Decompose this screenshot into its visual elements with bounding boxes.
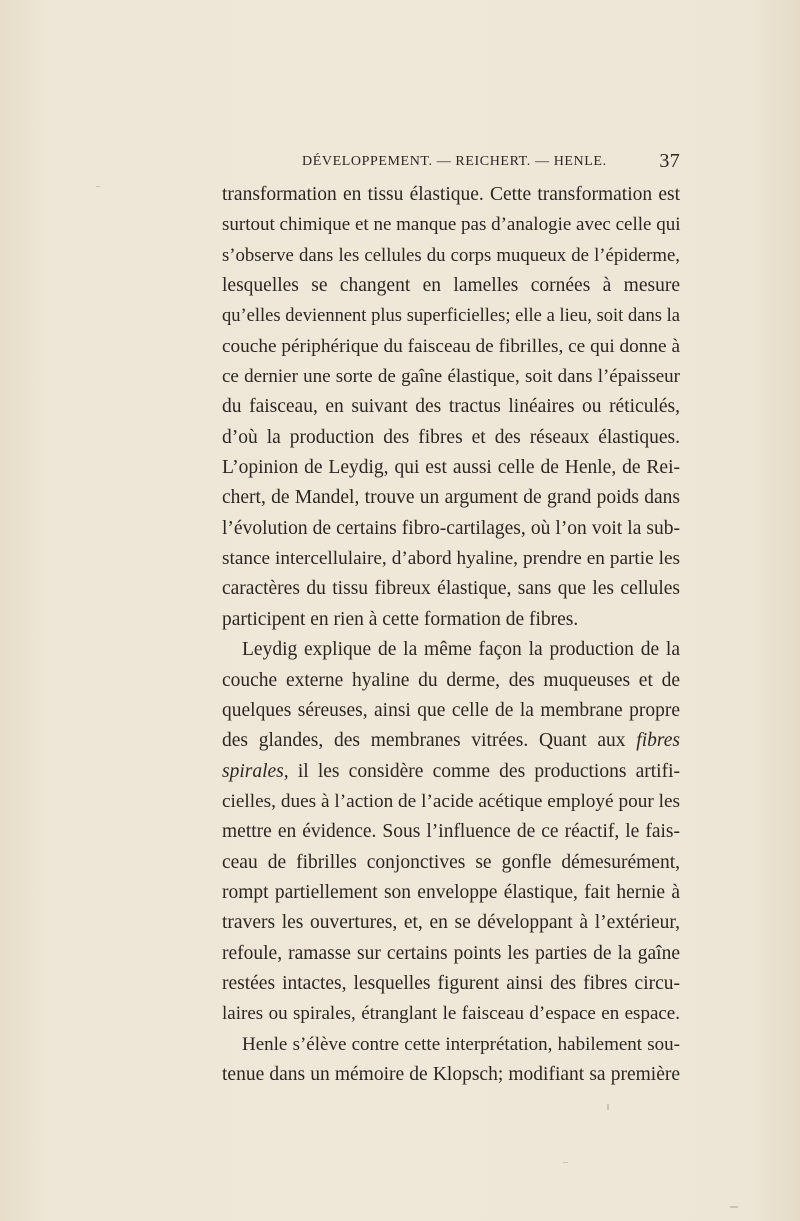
text-line: quelques séreuses, ainsi que celle de la membrane propre [222, 699, 680, 721]
text-line: couche périphérique du faisceau de fibrilles, ce qui donne à [222, 335, 680, 357]
text-line: mettre en évidence. Sous l’influence de ce réactif, le fais- [222, 821, 680, 843]
text-line: restées intactes, lesquelles figurent ainsi des fibres circu- [222, 972, 680, 994]
text-line: stance intercellulaire, d’abord hyaline, prendre en partie les [222, 548, 680, 570]
text-line: laires ou spirales, étranglant le faisceau d’espace en espace. [222, 1003, 680, 1025]
running-header [222, 150, 680, 176]
text-line: L’opinion de Leydig, qui est aussi celle de Henle, de Rei- [222, 457, 680, 479]
italic-term: spirales [222, 760, 284, 782]
text-line [222, 757, 680, 787]
page-number: 37 [659, 150, 680, 172]
text-line: Leydig explique de la même façon la production de la [242, 639, 680, 661]
text-line: ce dernier une sorte de gaîne élastique, soit dans l’épaisseur [222, 366, 680, 388]
text-line: chert, de Mandel, trouve un argument de grand poids dans [222, 487, 680, 509]
text-line: qu’elles deviennent plus superficielles; elle a lieu, soit dans la [222, 306, 680, 327]
text-segment: , il les considère comme des productions artifi- [283, 760, 680, 782]
paper-speck [96, 186, 100, 187]
paper-speck [730, 1206, 738, 1208]
text-line: caractères du tissu fibreux élastique, sans que les cellules [222, 578, 680, 600]
text-line: s’observe dans les cellules du corps muqueux de l’épiderme, [222, 244, 680, 266]
text-line: lesquelles se changent en lamelles cornées à mesure [222, 275, 680, 297]
text-line: cielles, dues à l’action de l’acide acétique employé pour les [222, 790, 680, 812]
text-line: d’où la production des fibres et des réseaux élastiques. [222, 426, 680, 448]
text-segment: des glandes, des membranes vitrées. Quant aux [222, 730, 626, 752]
text-line: tenue dans un mémoire de Klopsch; modifiant sa première [222, 1063, 680, 1085]
text-line: surtout chimique et ne manque pas d’analogie avec celle qui [222, 214, 681, 236]
paper-speck [607, 1104, 609, 1110]
text-line: Henle s’élève contre cette interprétation, habilement sou- [242, 1033, 680, 1055]
text-line [222, 726, 680, 756]
text-line: couche externe hyaline du derme, des muqueuses et de [222, 669, 680, 691]
text-line: rompt partiellement son enveloppe élastique, fait hernie à [222, 881, 680, 903]
italic-term: fibres [636, 730, 680, 752]
paper-speck [563, 1162, 568, 1163]
text-line: travers les ouvertures, et, en se développant à l’extérieur, [222, 912, 680, 934]
text-line: refoule, ramasse sur certains points les parties de la gaîne [222, 942, 680, 964]
text-line: participent en rien à cette formation de fibres. [222, 608, 579, 630]
text-line: ceau de fibrilles conjonctives se gonfle démesurément, [222, 851, 680, 873]
text-line: l’évolution de certains fibro-cartilages, où l’on voit la sub- [222, 517, 680, 539]
text-line: transformation en tissu élastique. Cette transformation est [222, 184, 680, 205]
text-line: du faisceau, en suivant des tractus linéaires ou réticulés, [222, 396, 680, 418]
running-title: DÉVELOPPEMENT. — REICHERT. — HENLE. [302, 154, 607, 169]
body-text [222, 180, 680, 1090]
